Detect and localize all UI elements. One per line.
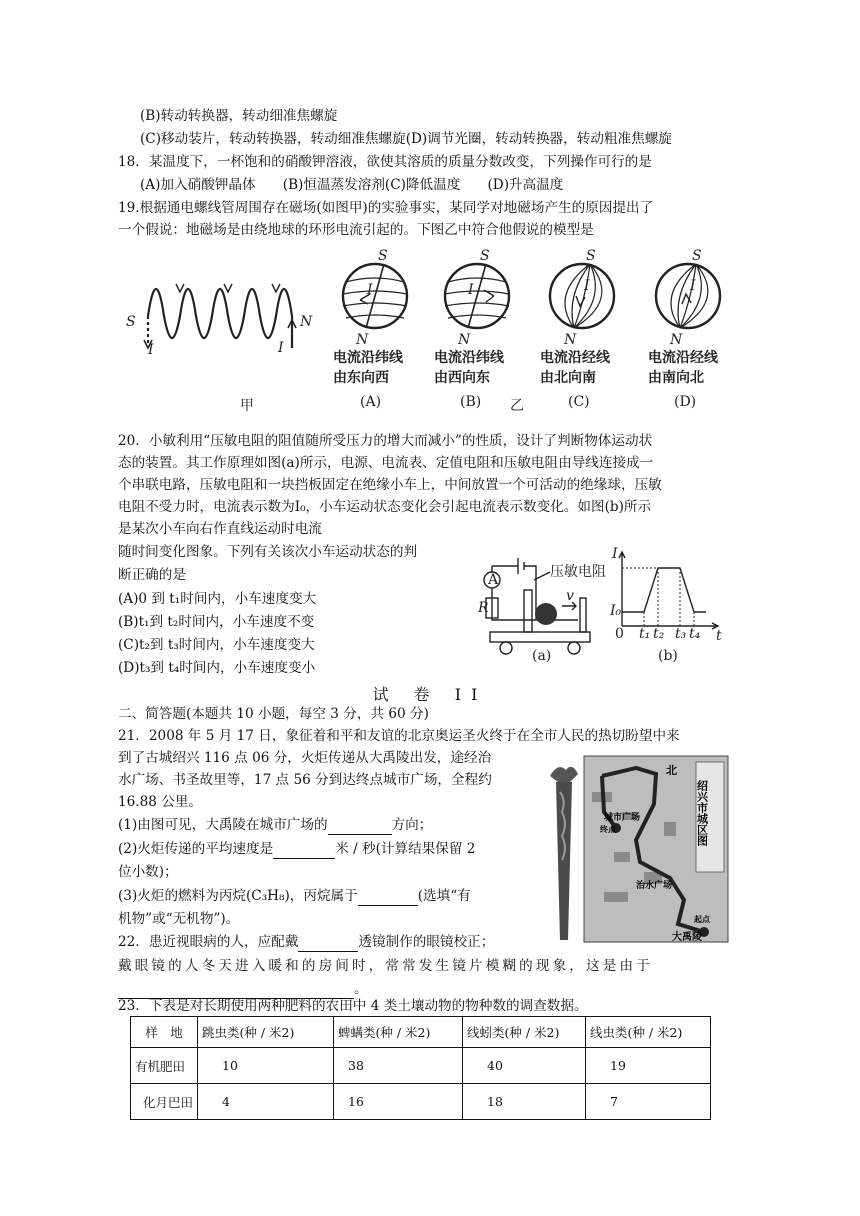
q21-sub-1	[118, 815, 432, 835]
solenoid-diagram	[144, 284, 296, 348]
q22-line-1-text: 22．患近视眼病的人，应配戴	[118, 934, 299, 950]
q18-options: (A)加入硝酸钾晶体 (B)恒温蒸发溶剂(C)降低温度 (D)升高温度	[140, 177, 564, 193]
q21-sub-1-suffix: 方向；	[391, 817, 433, 833]
graph-tick-t4: t₄	[689, 626, 701, 642]
olympic-torch-icon	[550, 767, 578, 940]
q20-line-4: 电阻不受力时，电流表示数为I₀，小车运动状态变化会引起电流表示数变化。如图(b)所示	[118, 499, 652, 515]
cart-wheel-icon	[568, 642, 580, 654]
q19-figure	[120, 244, 740, 416]
table-header-cell: 蜱螨类(种 / 米2)	[334, 1017, 463, 1048]
table-cell: 7	[586, 1084, 711, 1120]
globe-a-letter: (A)	[360, 394, 382, 410]
table-cell: 化月巴田	[131, 1084, 198, 1120]
map-vertical-title: 绍兴市城区图	[695, 780, 709, 846]
q20-option-b: (B)t₁到 t₂时间内，小车速度不变	[118, 614, 315, 630]
globe-b-current: I	[468, 282, 474, 298]
globe-c-current: I	[584, 278, 590, 294]
globe-d-caption-1: 电流沿经线	[648, 350, 718, 366]
globe-b-s: S	[480, 248, 490, 264]
table-header-cell: 线蚓类(种 / 米2)	[463, 1017, 586, 1048]
q21-sub-3-blank[interactable]	[358, 891, 418, 906]
table-cell: 38	[334, 1048, 463, 1084]
q20-line-1: 20．小敏利用“压敏电阻的阻值随所受压力的增大而减小”的性质，设计了判断物体运动状	[118, 433, 653, 449]
insulating-ball	[535, 603, 557, 625]
q21-line-1: 21．2008 年 5 月 17 日，象征着和平和友谊的北京奥运圣火终于在全市人民的热切盼望中来	[118, 728, 680, 744]
pressure-resistor-label: 压敏电阻	[550, 564, 606, 580]
map-start-label: 起点	[694, 915, 710, 924]
table-cell: 10	[198, 1048, 334, 1084]
q22-line-2: 戴 眼 镜 的 人 冬 天 进 入 暖 和 的 房 间 时 ， 常 常 发 生 镜 片 模 糊 的 现 象 ， 这 是 由 于	[118, 958, 650, 974]
q22-line-1	[118, 932, 494, 952]
globe-a-current: I	[367, 282, 373, 298]
figure-yi-label: 乙	[510, 398, 524, 414]
graph-origin-label: 0	[615, 626, 624, 642]
q20-option-c: (C)t₂到 t₃时间内，小车速度变大	[118, 637, 315, 653]
q21-sub-2-text: (2)火炬传递的平均速度是	[118, 841, 274, 857]
q20-current-graph	[610, 546, 726, 662]
q21-sub-3-suffix: (选填“有	[417, 888, 471, 904]
globe-d-letter: (D)	[674, 394, 697, 410]
map-city-square: 城市广场	[604, 813, 641, 823]
solenoid-s-label: S	[126, 314, 136, 330]
q20-option-a: (A)0 到 t₁时间内，小车速度变大	[118, 591, 317, 607]
globe-a-caption-2: 由东向西	[333, 370, 389, 386]
q21-line-4: 16.88 公里。	[118, 794, 203, 810]
table-cell: 18	[463, 1084, 586, 1120]
q17-option-c-d: (C)移动装片，转动转换器，转动细准焦螺旋(D)调节光圈，转动转换器，转动粗准焦螺旋	[140, 131, 672, 147]
graph-tick-t3: t₃	[675, 626, 687, 642]
q20-line-5: 是某次小车向右作直线运动时电流	[118, 521, 322, 537]
q21-sub-1-text: (1)由图可见，大禹陵在城市广场的	[118, 817, 328, 833]
q22-line-1-suffix: 透镜制作的眼镜校正；	[358, 934, 495, 950]
globe-b	[445, 264, 509, 328]
q19-line-1: 19.根据通电螺线管周围存在磁场(如图甲)的实验事实，某同学对地磁场产生的原因提出了	[118, 200, 654, 216]
globe-d-n: N	[670, 332, 683, 348]
map-north-label: 北	[666, 764, 677, 777]
globe-c	[550, 264, 614, 328]
q20-line-3: 个串联电路，压敏电阻和一块挡板固定在绝缘小车上，中间放置一个可活动的绝缘球，压敏	[118, 477, 662, 493]
solenoid-current-right: I	[278, 340, 284, 356]
q18-stem: 18．某温度下，一杯饱和的硝酸钾溶液，欲使其溶质的质量分数改变，下列操作可行的是	[118, 154, 652, 170]
table-header-cell: 线虫类(种 / 米2)	[586, 1017, 711, 1048]
soil-animal-survey-table	[130, 1016, 711, 1120]
table-cell: 16	[334, 1084, 463, 1120]
cart-wheel-icon	[500, 642, 512, 654]
velocity-label: v	[566, 588, 574, 604]
table-cell: 4	[198, 1084, 334, 1120]
globe-d-current: I	[690, 278, 696, 294]
q23-stem: 23．下表是对长期使用两种肥料的农田中 4 类土壤动物的物种数的调查数据。	[118, 998, 588, 1014]
globe-a	[343, 264, 407, 328]
globe-a-caption-1: 电流沿纬线	[333, 350, 403, 366]
section-2-heading: 二、简答题(本题共 10 小题，每空 3 分，共 60 分)	[118, 706, 429, 722]
globe-c-s: S	[586, 248, 596, 264]
q22-line-3-suffix: 。	[354, 981, 368, 997]
table-row	[131, 1048, 711, 1084]
q21-sub-2-suffix: 米 / 秒(计算结果保留 2	[335, 841, 476, 857]
globe-b-caption-1: 电流沿纬线	[434, 350, 504, 366]
q21-sub-2	[118, 839, 475, 859]
graph-tick-t1: t₁	[639, 626, 651, 642]
figure-jia-label: 甲	[240, 398, 254, 414]
table-header-row	[131, 1017, 711, 1048]
graph-i0-label: I₀	[610, 603, 622, 619]
globe-c-n: N	[564, 332, 577, 348]
paper-2-title: 试 卷 II	[372, 685, 488, 704]
table-cell: 40	[463, 1048, 586, 1084]
table-header-cell: 跳虫类(种 / 米2)	[198, 1017, 334, 1048]
globe-c-letter: (C)	[568, 394, 590, 410]
globe-a-s: S	[378, 248, 388, 264]
globe-a-n: N	[356, 332, 369, 348]
q21-line-2: 到了古城绍兴 116 点 06 分，火炬传递从大禹陵出发，途经治	[118, 750, 492, 766]
globe-b-n: N	[458, 332, 471, 348]
solenoid-current-left: I	[148, 342, 154, 358]
q21-sub-1-blank[interactable]	[328, 820, 392, 835]
q20-option-d: (D)t₃到 t₄时间内，小车速度变小	[118, 660, 316, 676]
q20-circuit-figure	[478, 546, 608, 662]
globe-c-caption-1: 电流沿经线	[540, 350, 610, 366]
table-cell: 19	[586, 1048, 711, 1084]
q21-sub-2-continued: 位小数)；	[118, 864, 178, 880]
globe-d-s: S	[692, 248, 702, 264]
q20-line-2: 态的装置。其工作原理如图(a)所示，电源、电流表、定值电阻和压敏电阻由导线连接成一	[118, 455, 654, 471]
map-end-label: 终点	[600, 825, 616, 834]
q21-sub-3-text: (3)火炬的燃料为丙烷(C₃H₈)，丙烷属于	[118, 888, 358, 904]
q19-line-2: 一个假说：地磁场是由绕地球的环形电流引起的。下图乙中符合他假说的模型是	[118, 222, 594, 238]
map-yuling-label: 大禹陵	[672, 932, 702, 943]
q21-sub-3	[118, 886, 471, 906]
q21-sub-3-continued: 机物”或“无机物”)。	[118, 911, 240, 927]
graph-i-axis-label: I	[612, 546, 618, 562]
q21-sub-2-blank[interactable]	[273, 844, 335, 859]
globe-d	[656, 264, 720, 328]
table-row	[131, 1084, 711, 1120]
globe-b-letter: (B)	[460, 394, 482, 410]
graph-tick-t2: t₂	[653, 626, 665, 642]
figure-a-caption: (a)	[532, 648, 552, 662]
figure-b-caption: (b)	[658, 648, 678, 662]
globe-d-caption-2: 由南向北	[648, 370, 704, 386]
q22-lens-blank[interactable]	[298, 937, 358, 952]
ammeter-label: A	[488, 572, 499, 588]
q21-line-3: 水广场、书圣故里等，17 点 56 分到达终点城市广场，全程约	[118, 772, 492, 788]
q17-option-b: (B)转动转换器，转动细准焦螺旋	[140, 108, 338, 124]
resistor-r-label: R	[478, 600, 489, 616]
globe-b-caption-2: 由西向东	[434, 370, 490, 386]
q20-line-7: 断正确的是	[118, 567, 186, 583]
table-header-cell: 样 地	[131, 1017, 198, 1048]
table-cell: 有机肥田	[131, 1048, 198, 1084]
q20-line-6: 随时间变化图象。下列有关该次小车运动状态的判	[118, 544, 418, 560]
torch-relay-map-image	[544, 752, 730, 944]
map-river-square: 治水广场	[636, 881, 673, 891]
globe-c-caption-2: 由北向南	[540, 370, 596, 386]
solenoid-n-label: N	[300, 314, 313, 330]
graph-t-axis-label: t	[716, 628, 722, 644]
